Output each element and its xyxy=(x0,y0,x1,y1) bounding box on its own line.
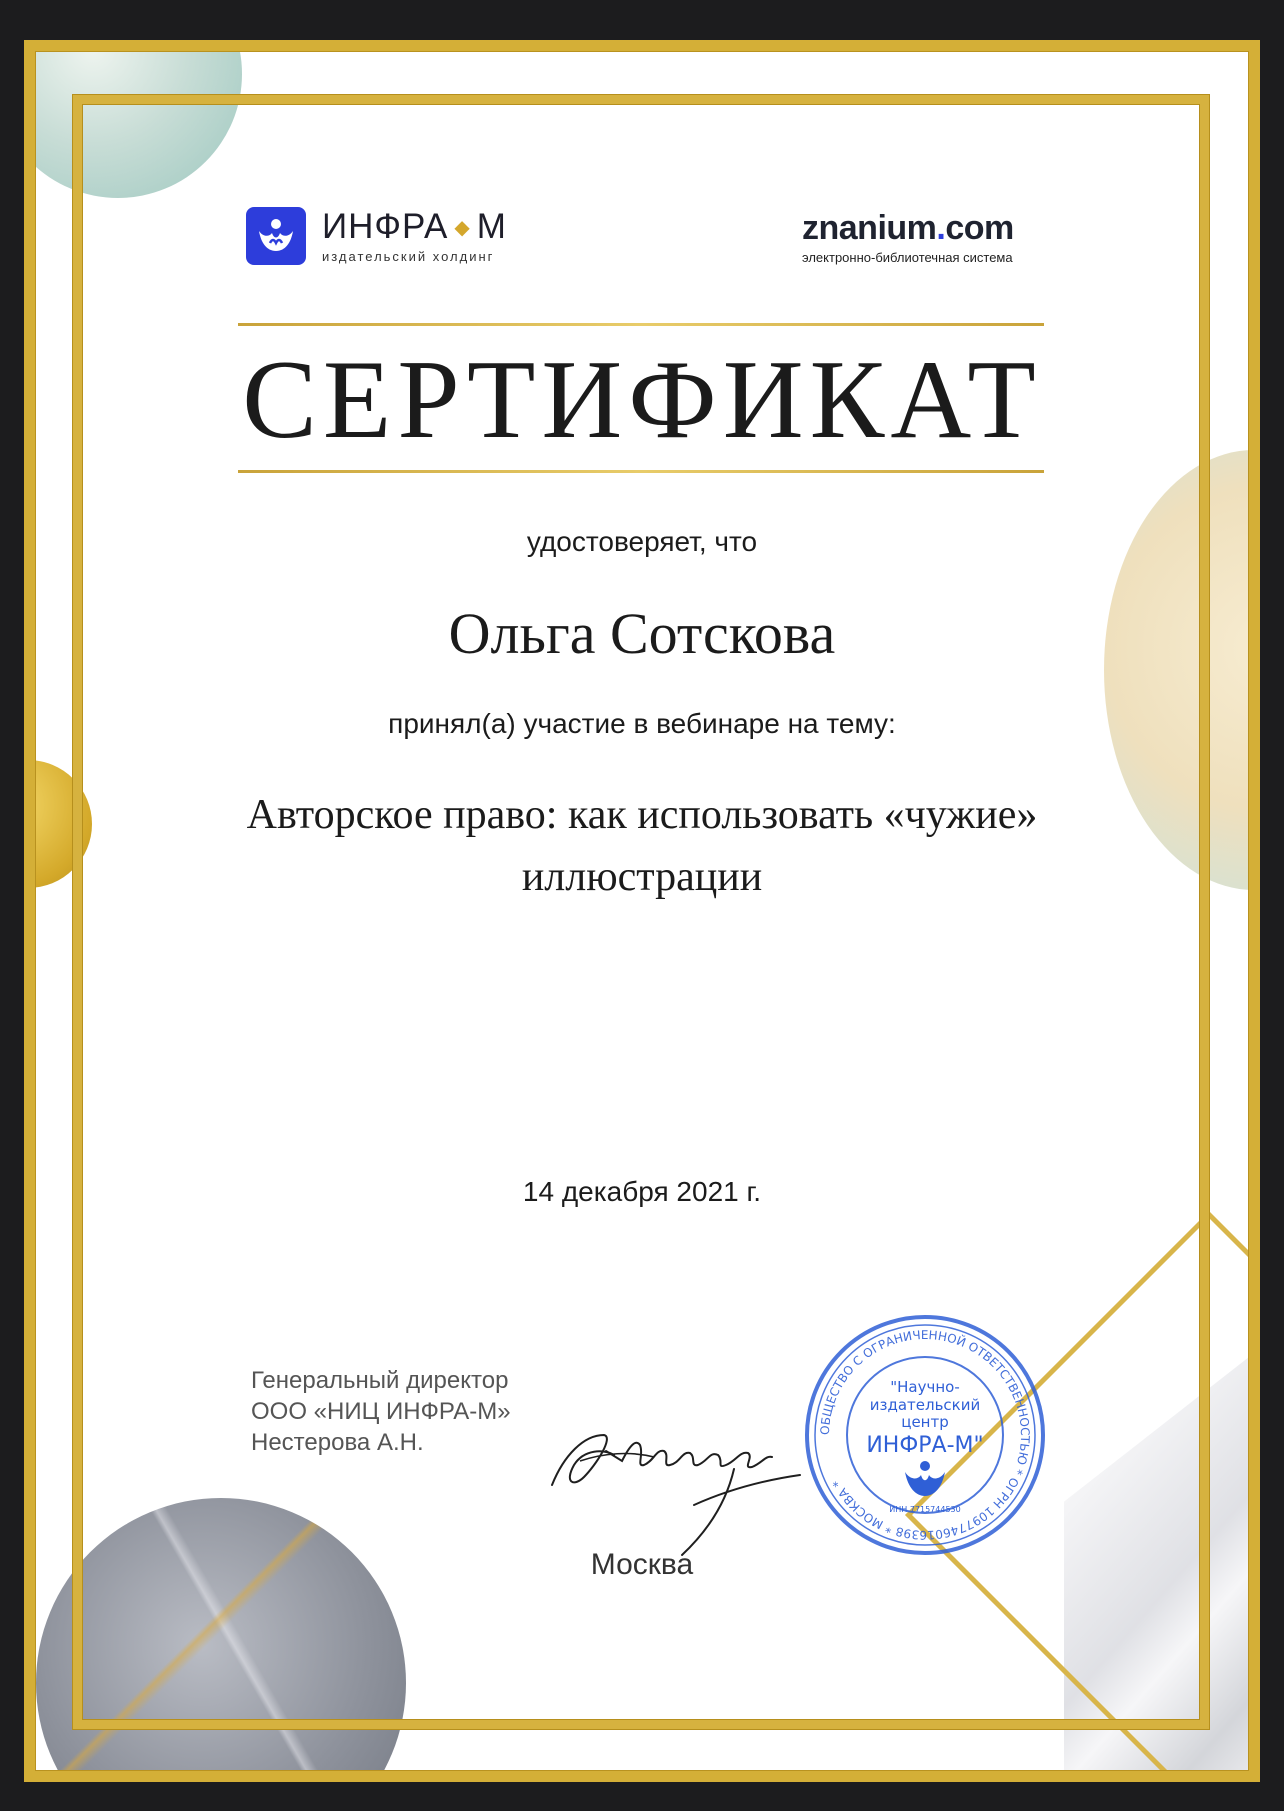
title-top-rule xyxy=(238,323,1044,326)
certificate-city: Москва xyxy=(590,1548,694,1581)
stamp-center-line-2: издательский xyxy=(869,1396,981,1414)
stamp-center-line-1: "Научно- xyxy=(890,1378,960,1396)
stamp-inn: ИНН 7715744530 xyxy=(889,1505,961,1514)
recipient-name: Ольга Сотскова xyxy=(448,601,836,666)
stamp-center-line-3: центр xyxy=(901,1413,949,1431)
infra-logo-subtitle: издательский холдинг xyxy=(322,249,495,265)
signer-name: Нестерова А.Н. xyxy=(251,1429,424,1456)
participation-text: принял(а) участие в вебинаре на тему: xyxy=(388,708,896,739)
signer-position: Генеральный директор xyxy=(251,1367,509,1394)
stamp-outer-text: ОБЩЕСТВО С ОГРАНИЧЕННОЙ ОТВЕТСТВЕННОСТЬЮ * ОГРН 1097746016398 * МОСКВА * xyxy=(817,1327,1033,1543)
znanium-logo xyxy=(802,208,1062,265)
webinar-topic xyxy=(24,784,1260,908)
signer-organization: ООО «НИЦ ИНФРА-М» xyxy=(251,1398,511,1425)
handwritten-signature xyxy=(544,1365,804,1565)
certificate-sheet xyxy=(24,40,1260,1782)
topic-line-2: иллюстрации xyxy=(521,854,763,900)
topic-line-1: Авторское право: как использовать «чужие» xyxy=(246,792,1038,838)
certifies-text: удостоверяет, что xyxy=(526,526,758,557)
infra-logo-name-right: М xyxy=(476,206,507,246)
blue-dot-icon: . xyxy=(936,209,946,247)
diamond-icon: ◆ xyxy=(454,217,471,240)
title-bottom-rule xyxy=(238,470,1044,473)
infra-logo-name-left: ИНФРА xyxy=(322,206,449,246)
certificate-title: СЕРТИФИКАТ xyxy=(242,338,1042,462)
company-stamp xyxy=(800,1310,1050,1560)
infra-m-emblem-icon xyxy=(246,207,306,265)
stamp-emblem-icon xyxy=(905,1461,945,1496)
znanium-name-right: com xyxy=(945,209,1014,247)
signer-block xyxy=(251,1365,511,1458)
znanium-subtitle: электронно-библиотечная система xyxy=(802,250,1013,265)
stamp-center-line-4: ИНФРА-М" xyxy=(866,1433,984,1458)
certificate-date: 14 декабря 2021 г. xyxy=(522,1176,762,1207)
znanium-name-left: znanium xyxy=(802,209,937,247)
infra-m-logo xyxy=(246,207,507,265)
